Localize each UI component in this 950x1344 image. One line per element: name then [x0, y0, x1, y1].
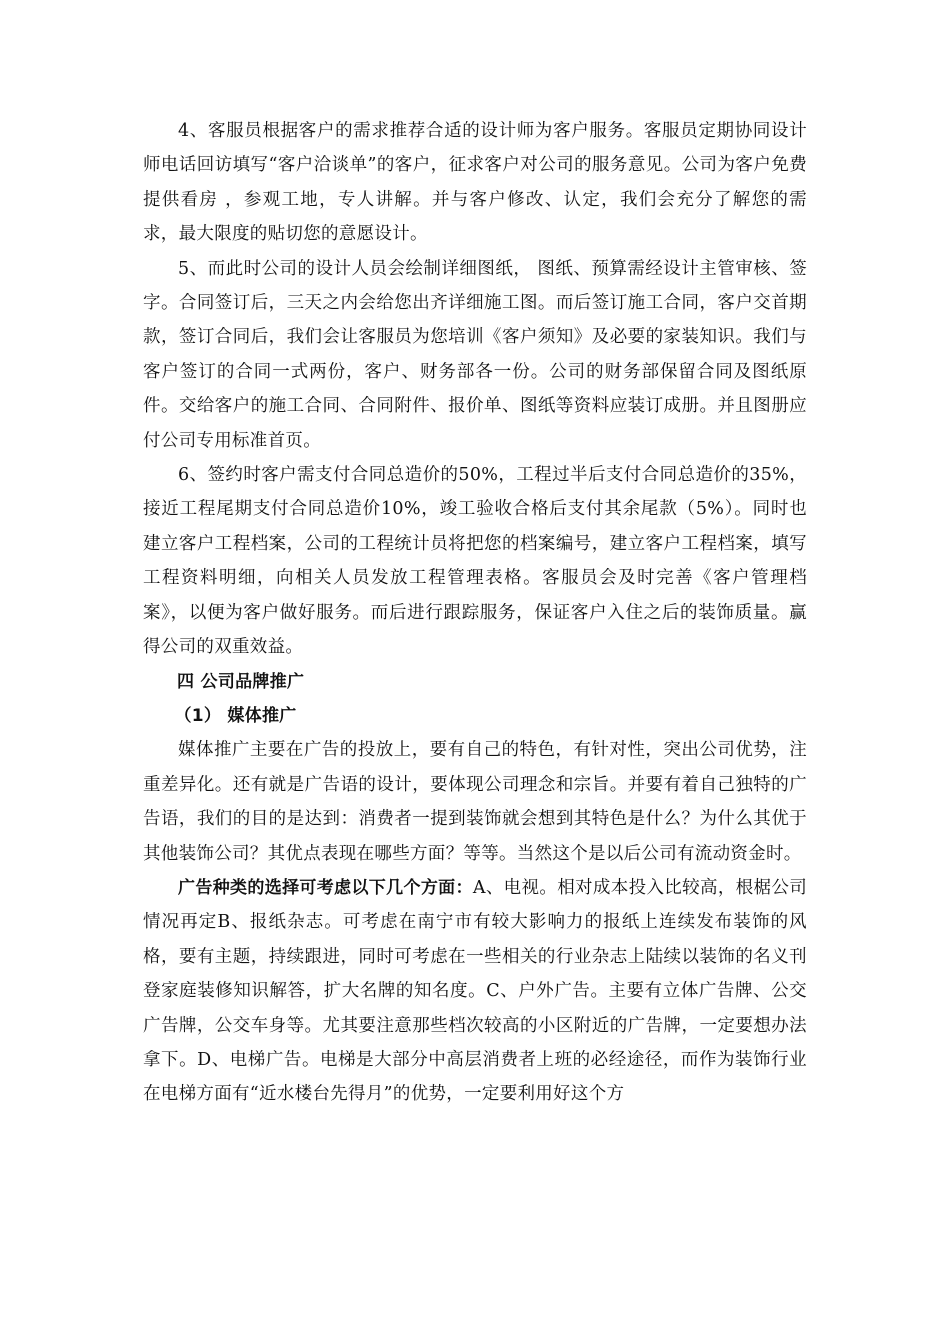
document-page	[143, 114, 807, 1112]
paragraph-media-promotion: 媒体推广主要在广告的投放上，要有自己的特色，有针对性，突出公司优势，注重差异化。还有就是广告语的设计，要体现公司理念和宗旨。并要有着自己独特的广告语，我们的目的是达到：消费者一提到装饰就会想到其特色是什么？为什么其优于其他装饰公司？其优点表现在哪些方面？等等。当然这个是以后公司有流动资金时。	[143, 740, 807, 864]
paragraph-designer-recommendation: 4、客服员根据客户的需求推荐合适的设计师为客户服务。客服员定期协同设计师电话回访填写“客户洽谈单”的客户，征求客户对公司的服务意见。公司为客户免费提供看房 ，参观工地，专人讲解。并与客户修改、认定，我们会充分了解您的需求，最大限度的贴切您的意愿设计。	[143, 121, 807, 245]
ad-types-body: A、电视。相对成本投入比较高，根椐公司情况再定B、报纸杂志。可考虑在南宁市有较大影响力的报纸上连续发布装饰的风格，要有主题，持续跟进，同时可考虑在一些相关的行业杂志上陆续以装饰的名义刊登家庭装修知识解答，扩大名牌的知名度。C、户外广告。主要有立体广告牌、公交广告牌，公交车身等。尤其要注意那些档次较高的小区附近的广告牌，一定要想办法拿下。D、电梯广告。电梯是大部分中高层消费者上班的必经途径，而作为装饰行业在电梯方面有“近水楼台先得月”的优势，一定要利用好这个方	[143, 877, 807, 1105]
paragraph-payment-terms: 6、签约时客户需支付合同总造价的50%，工程过半后支付合同总造价的35%，接近工程尾期支付合同总造价10%，竣工验收合格后支付其余尾款（5%）。同时也建立客户工程档案，公司的工程统计员将把您的档案编号，建立客户工程档案，填写工程资料明细，向相关人员发放工程管理表格。客服员会及时完善《客户管理档案》，以便为客户做好服务。而后进行跟踪服务，保证客户入住之后的装饰质量。赢得公司的双重效益。	[143, 465, 807, 658]
ad-types-lead: 广告种类的选择可考虑以下几个方面：	[178, 877, 473, 898]
sub-heading-media-promotion: （1） 媒体推广	[174, 705, 297, 726]
paragraph-contract-signing: 5、而此时公司的设计人员会绘制详细图纸， 图纸、预算需经设计主管审核、签字。合同签订后，三天之内会给您出齐详细施工图。而后签订施工合同，客户交首期款，签订合同后，我们会让客服员为您培训《客户须知》及必要的家装知识。我们与客户签订的合同一式两份，客户、财务部各一份。公司的财务部保留合同及图纸原件。交给客户的施工合同、合同附件、报价单、图纸等资料应装订成册。并且图册应付公司专用标准首页。	[143, 258, 807, 451]
paragraph-ad-types	[143, 871, 807, 1112]
section-heading-brand-promotion: 四 公司品牌推广	[177, 671, 305, 692]
